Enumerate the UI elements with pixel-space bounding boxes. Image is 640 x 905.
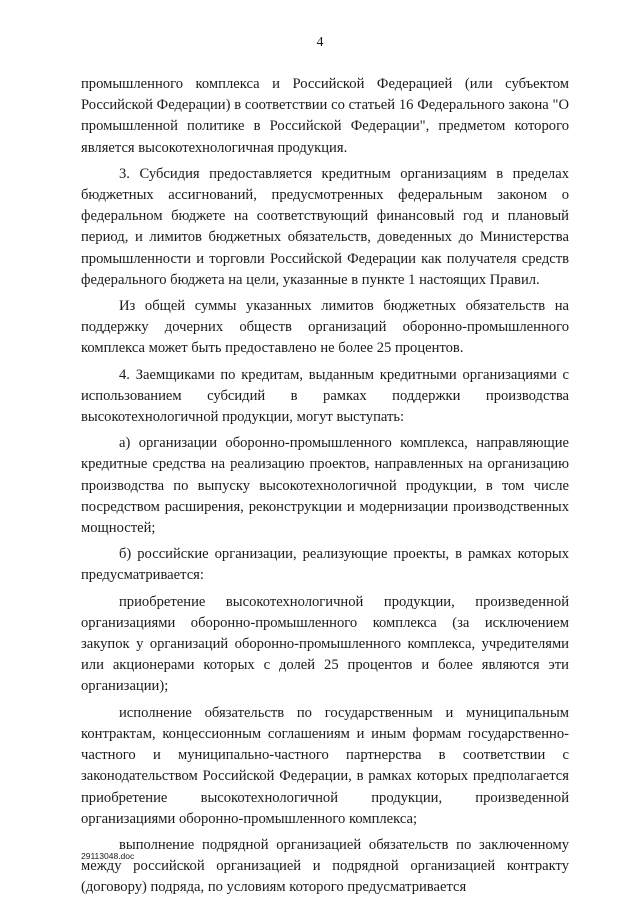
footer-filename: 29113048.doc: [81, 851, 135, 861]
paragraph-continuation: промышленного комплекса и Российской Федерацией (или субъектом Российской Федерации) в соответствии со статьей 16 Федерального закона "О промышленной политике в Российской Федерации", предметом которого является высокотехнологичная продукция.: [81, 76, 569, 156]
paragraph-clause-4: 4. Заемщиками по кредитам, выданным кредитными организациями с использованием субсидий в рамках поддержки производства высокотехнологичной продукции, могут выступать:: [81, 366, 569, 426]
paragraph-purchase: приобретение высокотехнологичной продукции, произведенной организациями оборонно-промышленного комплекса (за исключением закупок у организаций оборонно-промышленного комплекса, учредителями или акционерами которых с долей 25 процентов и более являются эти организации);: [81, 593, 569, 695]
paragraph-clause-3: 3. Субсидия предоставляется кредитным организациям в пределах бюджетных ассигнований, предусмотренных федеральным законом о федеральном бюджете на соответствующий финансовый год и плановый период, и лимитов бюджетных обязательств, доведенных до Министерства промышленности и торговли Российской Федерации как получателя средств федерального бюджета на цели, указанные в пункте 1 настоящих Правил.: [81, 165, 569, 288]
paragraph-subclause-b: б) российские организации, реализующие проекты, в рамках которых предусматривается:: [81, 546, 569, 584]
document-body: [81, 74, 569, 899]
paragraph-limits-share: Из общей суммы указанных лимитов бюджетных обязательств на поддержку дочерних обществ организаций оборонно-промышленного комплекса может быть предоставлено не более 25 процентов.: [81, 298, 569, 357]
page-number: 4: [316, 35, 324, 50]
paragraph-contracts: исполнение обязательств по государственным и муниципальным контрактам, концессионным соглашениям и иным формам государственно-частного и муниципально-частного партнерства в соответствии с законодательством Российской Федерации, в рамках которых предполагается приобретение высокотехнологичной продукции, произведенной организациями оборонно-промышленного комплекса;: [81, 704, 569, 827]
paragraph-subclause-a: а) организации оборонно-промышленного комплекса, направляющие кредитные средства на реализацию проектов, направленных на организацию производства по выпуску высокотехнологичной продукции, в том числе посредством расширения, реконструкции и модернизации производственных мощностей;: [81, 435, 569, 537]
paragraph-contractor: выполнение подрядной организацией обязательств по заключенному между российской организацией и подрядной организацией контракту (договору) подряда, по условиям которого предусматривается: [81, 836, 569, 896]
